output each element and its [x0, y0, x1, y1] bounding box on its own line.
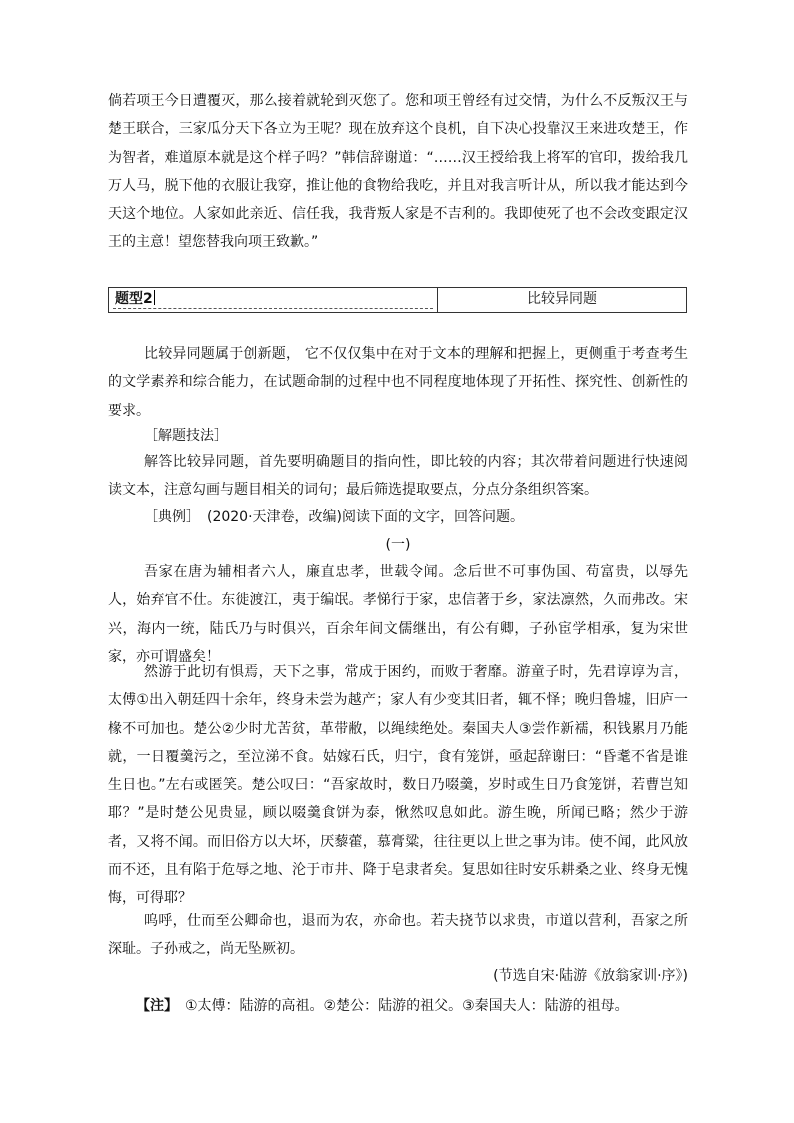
section-title: 比较异同题: [527, 291, 597, 307]
source-line: (节选自宋·陆游《放翁家训·序》): [493, 968, 688, 984]
passage-paragraph-2: 然游于此切有惧焉，天下之事，常成于困约，而败于奢靡。游童子时，先君谆谆为言，太傅①出入朝廷四十余年，终身未尝为越产；家人有少变其旧者，辄不怿；晚归鲁墟，旧庐一椽不可加也。楚公②少时尤苦贫，革带敝，以绳续绝处。秦国夫人③尝作新襦，积钱累月乃能就，一日覆羹污之，至泣涕不食。姑嫁石氏，归宁，食有笼饼，亟起辞谢曰：“昏耄不省是谁生日也。”左右或匿笑。楚公叹曰：“吾家故时，数日乃啜羹，岁时或生日乃食笼饼，若曹岂知耶？”是时楚公见贵显，顾以啜羹食饼为泰，愀然叹息如此。游生晚，所闻已略；然少于游者，又将不闻。而旧俗方以大坏，厌藜藿，慕膏粱，往往更以上世之事为讳。使不闻，此风放而不还，且有陷于危辱之地、沦于市井、降于皂隶者矣。复思如往时安乐耕桑之业、终身无愧悔，可得耶？: [108, 664, 688, 907]
passage-paragraph-3: 呜呼，仕而至公卿命也，退而为农，亦命也。若夫挠节以求贵，市道以营利，吾家之所深耻。子孙戒之，尚无坠厥初。: [108, 913, 688, 958]
section-tag-text: 题型2: [115, 291, 153, 307]
section-tag-cell: [109, 288, 438, 312]
description-paragraph: 比较异同题属于创新题， 它不仅仅集中在对于文本的理解和把握上，更侧重于考查考生的文学素养和综合能力，在试题命制的过程中也不同程度地体现了开拓性、探究性、创新性的要求。: [108, 346, 688, 419]
note-text: ①太傅：陆游的高祖。②楚公：陆游的祖父。③秦国夫人：陆游的祖母。: [185, 998, 629, 1014]
intro-paragraph: 倘若项王今日遭覆灭，那么接着就轮到灭您了。您和项王曾经有过交情，为什么不反叛汉王与楚王联合，三家瓜分天下各立为王呢？现在放弃这个良机，自下决心投靠汉王来进攻楚王，作为智者，难道原本就是这个样子吗？”韩信辞谢道：“……汉王授给我上将军的官印，拨给我几万人马，脱下他的衣服让我穿，推让他的食物给我吃，并且对我言听计从，所以我才能达到今天这个地位。人家如此亲近、信任我，我背叛人家是不吉利的。我即使死了也不会改变跟定汉王的主意！望您替我向项王致歉。”: [108, 93, 688, 251]
passage-paragraph-1: 吾家在唐为辅相者六人，廉直忠孝，世载令闻。念后世不可事伪国、苟富贵，以辱先人，始弃官不仕。东徙渡江，夷于编氓。孝悌行于家，忠信著于乡，家法凛然，久而弗改。宋兴，海内一统，陆氏乃与时俱兴，百余年间文儒继出，有公有卿，子孙宦学相承，复为宋世家，亦可谓盛矣！: [108, 564, 688, 665]
method-paragraph: 解答比较异同题，首先要明确题目的指向性，即比较的内容；其次带着问题进行快速阅读文本，注意勾画与题目相关的词句；最后筛选提取要点，分点分条组织答案。: [108, 454, 688, 499]
example-heading: ［典例］ (2020·天津卷，改编)阅读下面的文字，回答问题。: [144, 509, 525, 525]
part-label: (一): [385, 537, 411, 553]
dashed-underline: [113, 308, 433, 309]
note-label: 【注】: [136, 998, 171, 1014]
note-line: [136, 996, 629, 1016]
section-header-box: [108, 287, 687, 313]
method-heading: ［解题技法］: [144, 428, 228, 444]
text-cursor: [154, 290, 155, 305]
section-tag: [115, 290, 155, 308]
